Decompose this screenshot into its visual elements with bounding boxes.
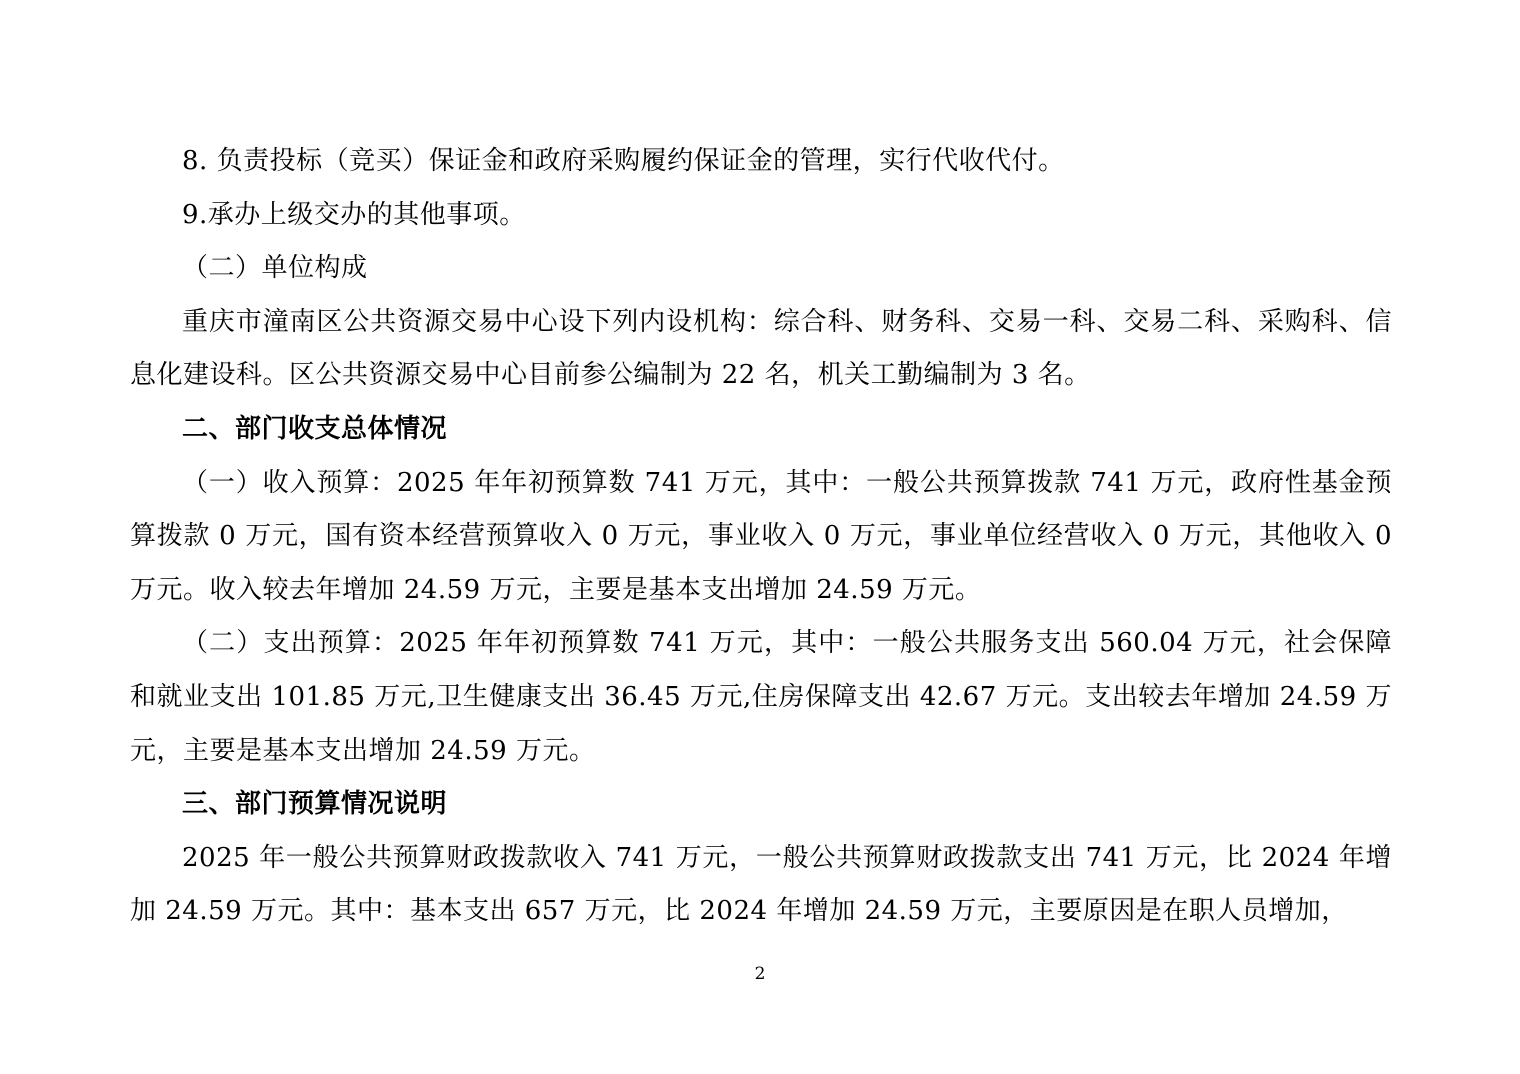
budget-explanation-paragraph: 2025 年一般公共预算财政拨款收入 741 万元，一般公共预算财政拨款支出 741 万元，比 2024 年增加 24.59 万元。其中：基本支出 657 万元，比 2024 年增加 24.59 万元，主要原因是在职人员增加， <box>130 842 1392 927</box>
item-9-paragraph: 9.承办上级交办的其他事项。 <box>182 199 526 230</box>
expenditure-budget-paragraph: （二）支出预算：2025 年年初预算数 741 万元，其中：一般公共服务支出 560.04 万元，社会保障和就业支出 101.85 万元,卫生健康支出 36.45 万元,住房保障支出 42.67 万元。支出较去年增加 24.59 万元，主要是基本支出增加 24.59 万元。 <box>130 628 1392 766</box>
item-8-paragraph: 8. 负责投标（竞买）保证金和政府采购履约保证金的管理，实行代收代付。 <box>182 146 1065 176</box>
document-body <box>130 135 1392 939</box>
unit-composition-subheading: （二）单位构成 <box>182 253 368 284</box>
page-number: 2 <box>754 964 766 984</box>
unit-composition-paragraph: 重庆市潼南区公共资源交易中心设下列内设机构：综合科、财务科、交易一科、交易二科、采购科、信息化建设科。区公共资源交易中心目前参公编制为 22 名，机关工勤编制为 3 名。 <box>130 306 1392 391</box>
income-budget-paragraph: （一）收入预算：2025 年年初预算数 741 万元，其中：一般公共预算拨款 741 万元，政府性基金预算拨款 0 万元，国有资本经营预算收入 0 万元，事业收入 0 万元，事业单位经营收入 0 万元，其他收入 0 万元。收入较去年增加 24.59 万元，主要是基本支出增加 24.59 万元。 <box>130 467 1392 605</box>
section-2-heading: 二、部门收支总体情况 <box>182 413 448 444</box>
section-3-heading: 三、部门预算情况说明 <box>182 789 448 820</box>
